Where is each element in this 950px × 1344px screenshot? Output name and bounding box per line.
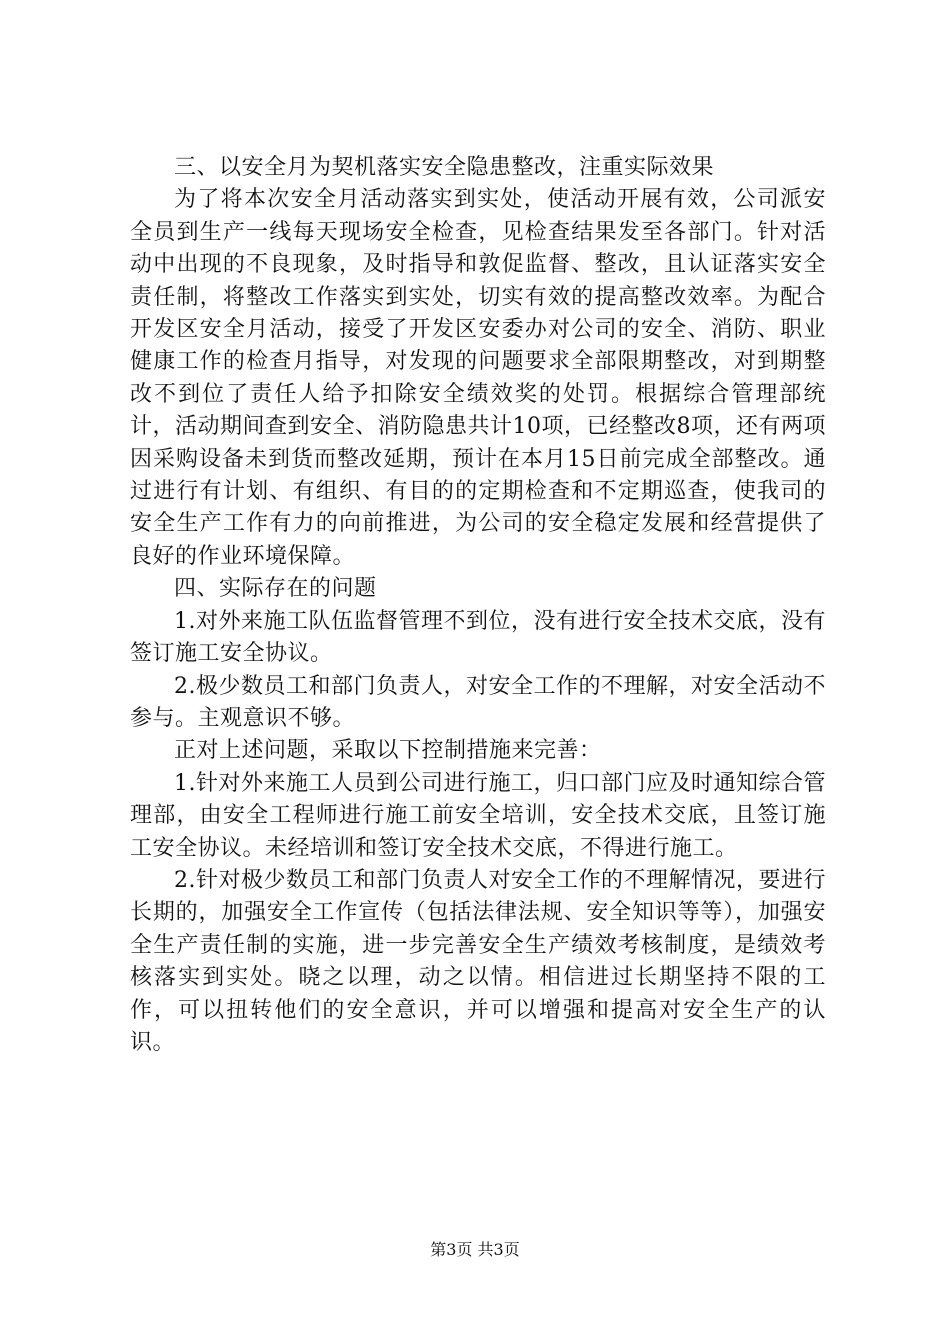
problem-item-2: 2.极少数员工和部门负责人，对安全工作的不理解，对安全活动不参与。主观意识不够。 [130,673,826,731]
document-body [130,152,826,1059]
measure-item-1: 1.针对外来施工人员到公司进行施工，归口部门应及时通知综合管理部，由安全工程师进行施工前安全培训，安全技术交底，且签订施工安全协议。未经培训和签订安全技术交底，不得进行施工。 [130,770,826,861]
page-footer: 第3页 共3页 [430,1240,520,1259]
measure-item-2: 2.针对极少数员工和部门负责人对安全工作的不理解情况，要进行长期的，加强安全工作宣传（包括法律法规、安全知识等等），加强安全生产责任制的实施，进一步完善安全生产绩效考核制度，是绩效考核落实到实处。晓之以理，动之以情。相信进过长期坚持不限的工作，可以扭转他们的安全意识，并可以增强和提高对安全生产的认识。 [130,867,826,1055]
measures-intro: 正对上述问题，采取以下控制措施来完善： [174,738,602,764]
problem-item-1: 1.对外来施工队伍监督管理不到位，没有进行安全技术交底，没有签订施工安全协议。 [130,608,826,667]
section-heading-three: 三、以安全月为契机落实安全隐患整改，注重实际效果 [174,155,715,180]
section-heading-four: 四、实际存在的问题 [174,576,377,602]
body-paragraph: 为了将本次安全月活动落实到实处，使活动开展有效，公司派安全员到生产一线每天现场安全检查，见检查结果发至各部门。针对活动中出现的不良现象，及时指导和敦促监督、整改，且认证落实安全责任制，将整改工作落实到实处，切实有效的提高整改效率。为配合开发区安全月活动，接受了开发区安委办对公司的安全、消防、职业健康工作的检查月指导，对发现的问题要求全部限期整改，对到期整改不到位了责任人给予扣除安全绩效奖的处罚。根据综合管理部统计，活动期间查到安全、消防隐患共计10项，已经整改8项，还有两项因采购设备未到货而整改延期，预计在本月15日前完成全部整改。通过进行有计划、有组织、有目的的定期检查和不定期巡查，使我司的安全生产工作有力的向前推进，为公司的安全稳定发展和经营提供了良好的作业环境保障。 [130,187,826,569]
